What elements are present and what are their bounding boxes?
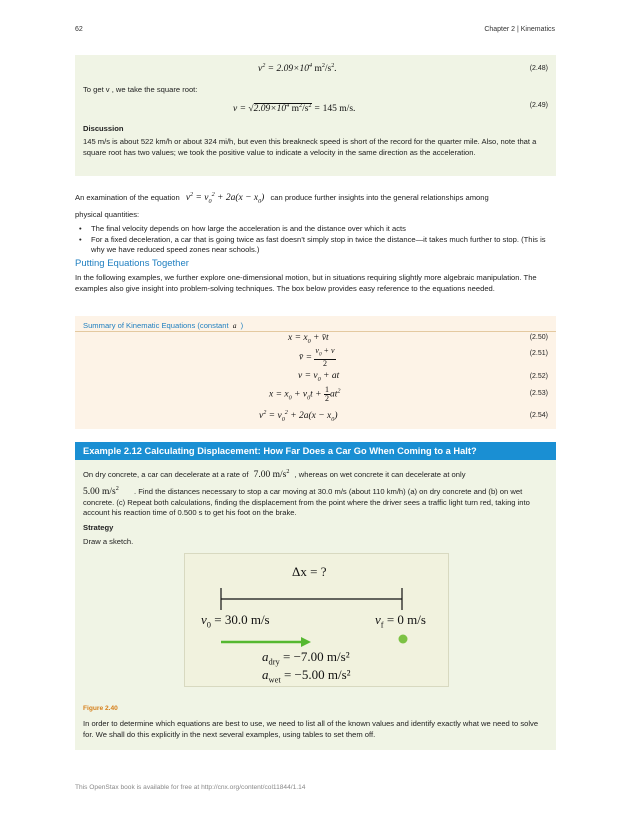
examination-text-end: can produce further insights into the general relationships among bbox=[270, 193, 489, 203]
examination-text-line2: physical quantities: bbox=[75, 210, 140, 219]
equation-2-52: $v = v_0$ + at bbox=[298, 371, 340, 383]
delta-x-text: Δx = ? bbox=[292, 564, 327, 579]
equation-number: (2.54) bbox=[529, 412, 548, 419]
closing-text: In order to determine which equations are best to use, we need to list all of the known values and identify exactly what we need to solve for. We shall do this explicitly in the next several examples, using tables to set them off. bbox=[83, 719, 539, 739]
initial-velocity-label: $v_0 = 30.0$ m/s bbox=[201, 612, 270, 630]
examination-text-start: An examination of the equation bbox=[75, 193, 180, 203]
summary-title-text: Summary of Kinematic Equations (constant bbox=[83, 321, 229, 330]
equation-2-54: $v^2 = v_0^2 + 2a(x - x_0)$ bbox=[259, 410, 338, 424]
equation-2-53: $x = x_0 + v_0t$ + $\frac{1}{2}$ $at^2$ bbox=[269, 385, 341, 403]
equation-number: (2.51) bbox=[529, 350, 548, 357]
sqrt-intro-text: To get v , we take the square root: bbox=[83, 85, 198, 94]
equation-number: (2.49) bbox=[529, 102, 548, 109]
summary-title bbox=[83, 321, 243, 330]
bullet-list bbox=[75, 224, 555, 256]
equation-number: (2.50) bbox=[529, 334, 548, 341]
velocity-arrow-head bbox=[301, 637, 311, 647]
delta-x-label bbox=[292, 564, 326, 580]
dry-deceleration-value: 7.00 $m/s^2$ bbox=[253, 469, 290, 481]
equation-number: (2.48) bbox=[529, 65, 548, 72]
summary-divider bbox=[75, 331, 556, 332]
figure-caption: Figure 2.40 bbox=[83, 705, 118, 712]
wet-deceleration-value: 5.00 $m/s^2$ bbox=[83, 486, 119, 498]
examination-paragraph bbox=[75, 192, 489, 205]
discussion-text: 145 m/s is about 522 km/h or about 324 mi/h, but even this breakneck speed is short of the record for the quarter mile. Also, note that a square root has two values; we took the positive value to indicate a velocity in the same direction as the acceleration. bbox=[83, 137, 537, 157]
discussion-box bbox=[75, 55, 556, 176]
section-heading: Putting Equations Together bbox=[75, 258, 189, 269]
chapter-title: Chapter 2 | Kinematics bbox=[484, 26, 555, 33]
summary-title-var: a bbox=[232, 321, 237, 330]
list-item: • For a fixed deceleration, a car that is going twice as fast doesn’t simply stop in twice the distance—it takes much further to stop. (This is why we have reduced speed zones near schools.) bbox=[75, 235, 555, 256]
summary-box bbox=[75, 316, 556, 429]
strategy-heading: Strategy bbox=[83, 523, 114, 532]
strategy-text: Draw a sketch. bbox=[83, 537, 134, 546]
final-position-dot bbox=[399, 635, 408, 644]
equation-number: (2.53) bbox=[529, 390, 548, 397]
final-velocity-label: $v_f = 0$ m/s bbox=[375, 612, 426, 630]
equation-2-48: $v^2 = 2.09\times 10^4$ $m^2/s^2$. bbox=[258, 63, 337, 75]
example-text: , whereas on wet concrete it can decelerate at only bbox=[294, 470, 466, 480]
example-intro-line1 bbox=[83, 469, 466, 480]
footer-text: This OpenStax book is available for free at http://cnx.org/content/col11844/1.14 bbox=[75, 784, 306, 791]
equation-number: (2.52) bbox=[529, 373, 548, 380]
equation-2-49: $v = √2.09\times 10^4$ $m^2/s^2 = 145$ m/s. bbox=[233, 103, 356, 115]
wet-acceleration-label: $a_{wet} = -5.00$ m/s² bbox=[262, 667, 351, 685]
example-box bbox=[75, 460, 556, 750]
example-text: On dry concrete, a car can decelerate at a rate of bbox=[83, 470, 249, 480]
section-text: In the following examples, we further explore one-dimensional motion, but in situations requiring slightly more algebraic manipulation. The examples also give insight into problem-solving techniques. The box below provides easy reference to the equations needed. bbox=[75, 273, 537, 293]
figure-2-40 bbox=[184, 553, 449, 687]
list-item: • The final velocity depends on how large the acceleration is and the distance over which it acts bbox=[75, 224, 555, 235]
example-title-bar: Example 2.12 Calculating Displacement: How Far Does a Car Go When Coming to a Halt? bbox=[75, 442, 556, 460]
equation-2-51: v̄ = $\frac{v_0 + v}{2}$ bbox=[299, 346, 335, 368]
equation-2-50: $x = x_0$ + v̄t bbox=[288, 333, 329, 345]
discussion-heading: Discussion bbox=[83, 124, 124, 133]
dry-acceleration-label: $a_{dry} = -7.00$ m/s² bbox=[262, 649, 350, 667]
summary-title-end: ) bbox=[240, 321, 244, 330]
equation-inline: $v^2 = v_0^2 + 2a(x - x_0)$ bbox=[185, 192, 265, 206]
page-number: 62 bbox=[75, 26, 83, 33]
example-problem-text: . Find the distances necessary to stop a car moving at 30.0 m/s (about 110 km/h) (a) on dry concrete and (b) on wet concrete. (c) Repeat both calculations, finding the displacement from the point where the driver sees a traffic light turn red, taking into account his reaction time of 0.500 s to get his foot on the brake. bbox=[83, 487, 530, 517]
